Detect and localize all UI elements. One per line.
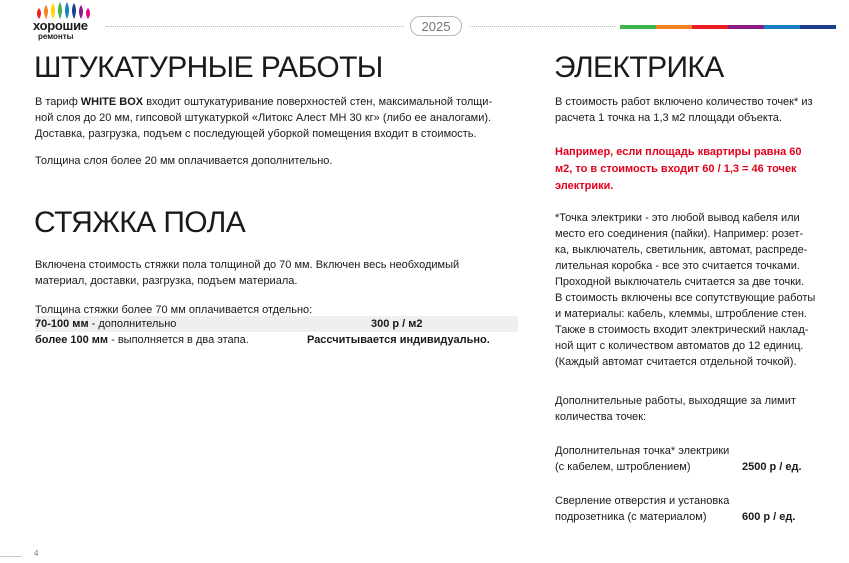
electric-extra-intro	[555, 393, 845, 425]
logo-text-main: хорошие	[33, 18, 88, 33]
electric-extra-item-row	[555, 459, 802, 475]
strip-blue	[764, 25, 800, 29]
plaster-desc-line-2: ной слоя до 20 мм, гипсовой штукатуркой «Литокс Алест МН 30 кг» (либо ее аналогами).	[35, 112, 492, 124]
definition-line: лительная коробка - все это считается точками.	[555, 260, 800, 272]
screed-range: 70-100 мм	[35, 318, 89, 330]
electric-title: ЭЛЕКТРИКА	[554, 51, 724, 84]
white-box-tariff: WHITE BOX	[80, 96, 144, 108]
logo	[33, 2, 93, 42]
electric-extra-item-label: Дополнительная точка* электрики	[555, 445, 730, 457]
plaster-title: ШТУКАТУРНЫЕ РАБОТЫ	[34, 51, 383, 84]
screed-desc-line-2: материал, доставки, разгрузка, подъем материала.	[35, 275, 298, 287]
color-strip	[620, 25, 836, 29]
strip-purple	[728, 25, 764, 29]
screed-title: СТЯЖКА ПОЛА	[34, 206, 246, 239]
electric-extra-item-price: 600 р / ед.	[742, 511, 796, 523]
screed-range: более 100 мм	[35, 334, 109, 346]
strip-orange	[656, 25, 692, 29]
definition-line: место его соединения (пайки). Например: розет-	[555, 228, 804, 240]
definition-line: Проходной выключатель считается за две точки.	[555, 276, 805, 288]
definition-line: (Каждый автомат считается отдельной точкой).	[555, 356, 797, 368]
plaster-desc-line-3: Доставка, разгрузка, подъем с последующей уборкой помещения входит в стоимость.	[35, 128, 477, 140]
electric-desc-line-1: В стоимость работ включено количество точек* из	[555, 96, 813, 108]
header-dotted-line-left	[106, 26, 404, 27]
screed-price: 300 р / м2	[371, 318, 423, 330]
electric-extra-item-row	[555, 509, 796, 525]
extra-intro-line-1: Дополнительные работы, выходящие за лимит	[555, 395, 796, 407]
plaster-extra-note: Толщина слоя более 20 мм оплачивается дополнительно.	[35, 155, 333, 167]
electric-desc-line-2: расчета 1 точка на 1,3 м2 площади объекта.	[555, 112, 782, 124]
electric-example-line-1: Например, если площадь квартиры равна 60	[555, 146, 802, 158]
strip-navy	[800, 25, 836, 29]
strip-green	[620, 25, 656, 29]
definition-line: Также в стоимость входит электрический наклад-	[555, 324, 809, 336]
screed-price: Рассчитывается индивидуально.	[307, 334, 490, 346]
strip-red	[692, 25, 728, 29]
definition-line: и материалы: кабель, клеммы, штробление стен.	[555, 308, 807, 320]
screed-extra-note: Толщина стяжки более 70 мм оплачивается отдельно:	[35, 304, 313, 316]
plaster-description	[35, 94, 525, 142]
logo-text-sub: ремонты	[38, 32, 74, 41]
electric-description	[555, 94, 840, 126]
electric-point-definition	[555, 210, 845, 370]
electric-extra-item-detail: подрозетника (с материалом)	[555, 511, 707, 523]
definition-line: ка, выключатель, светильник, автомат, распреде-	[555, 244, 808, 256]
header-dotted-line-right	[470, 26, 615, 27]
page-number: 4	[34, 549, 39, 558]
screed-price-row	[35, 316, 518, 332]
electric-extra-item-price: 2500 р / ед.	[742, 461, 802, 473]
electric-example-line-3: электрики.	[555, 180, 614, 192]
extra-intro-line-2: количества точек:	[555, 411, 647, 423]
definition-line: ной щит с количеством автоматов до 12 единиц.	[555, 340, 804, 352]
footer-line	[0, 556, 22, 557]
definition-line: *Точка электрики - это любой вывод кабеля или	[555, 212, 800, 224]
definition-line: В стоимость включены все сопутствующие работы	[555, 292, 816, 304]
screed-desc-line-1: Включена стоимость стяжки пола толщиной до 70 мм. Включен весь необходимый	[35, 259, 460, 271]
electric-extra-item-label: Сверление отверстия и установка	[555, 495, 730, 507]
plaster-desc-line-1: В тариф WHITE BOX входит оштукатуривание поверхностей стен, максимальной толщи-	[35, 96, 493, 108]
year-badge: 2025	[410, 16, 462, 36]
screed-price-row	[35, 332, 518, 348]
electric-example-line-2: м2, то в стоимость входит 60 / 1,3 = 46 точек	[555, 163, 797, 175]
electric-extra-item-detail: (с кабелем, штроблением)	[555, 461, 691, 473]
electric-example	[555, 144, 845, 195]
screed-range-note: - выполняется в два этапа.	[108, 334, 249, 346]
screed-range-note: - дополнительно	[88, 318, 177, 330]
screed-description	[35, 257, 525, 289]
